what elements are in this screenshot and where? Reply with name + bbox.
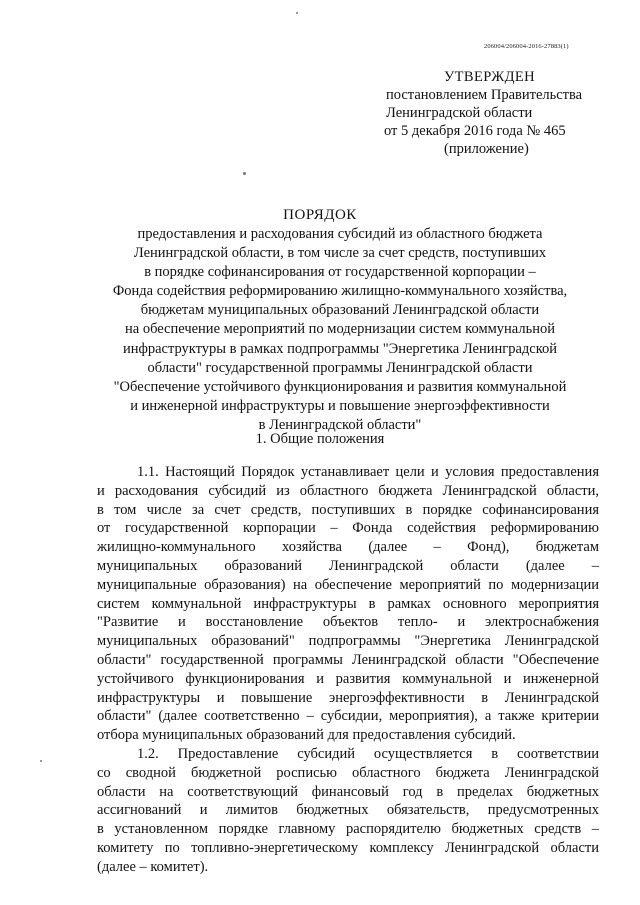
- document-id: 206004/206004-2016-27883(1): [484, 43, 569, 50]
- approval-title: УТВЕРЖДЕН: [444, 69, 536, 85]
- paragraph-line: от государственной корпорации – Фонда содействия реформированию: [97, 520, 599, 537]
- paragraph-line: "Развитие и восстановление объектов тепло- и электроснабжения: [97, 614, 599, 631]
- paragraph-line: и расходования субсидий из областного бюджета Ленинградской области,: [97, 482, 599, 499]
- paragraph-line: области" государственной программы Ленинградской области "Обеспечение: [97, 651, 599, 668]
- body-text: [97, 463, 599, 877]
- subtitle-line: в порядке софинансирования от государственной корпорации –: [144, 264, 536, 281]
- section-heading: 1. Общие положения: [255, 431, 385, 447]
- scan-speck: [40, 760, 42, 762]
- paragraph-line: 1.1. Настоящий Порядок устанавливает цели и условия предоставления: [137, 464, 599, 480]
- subtitle-line: инфраструктуры в рамках подпрограммы "Энергетика Ленинградской: [122, 340, 558, 357]
- subtitle-line: в Ленинградской области": [258, 416, 422, 433]
- scan-speck: [243, 172, 246, 175]
- subtitle-line: Фонда содействия реформированию жилищно-коммунального хозяйства,: [112, 283, 568, 300]
- paragraph-line: устойчивого функционирования и развития коммунальной и инженерной: [97, 670, 599, 687]
- paragraph-line: в том числе за счет средств, поступивших в порядке софинансирования: [97, 501, 599, 518]
- approval-block: [374, 68, 614, 158]
- paragraph-line: муниципальных образований Ленинградской области (далее –: [97, 557, 599, 574]
- paragraph-line: отбора муниципальных образований для предоставления субсидий.: [97, 727, 516, 744]
- paragraph-line: 1.2. Предоставление субсидий осуществляется в соответствии: [137, 745, 599, 762]
- subtitle-line: "Обеспечение устойчивого функционирования и развития коммунальной: [113, 378, 567, 395]
- approval-line: от 5 декабря 2016 года № 465: [384, 123, 566, 139]
- approval-line: Ленинградской области: [386, 105, 533, 121]
- document-title: ПОРЯДОК: [283, 207, 357, 223]
- subtitle-line: предоставления и расходования субсидий из областного бюджета: [137, 226, 543, 242]
- paragraph-line: систем коммунальной инфраструктуры в рамках основного мероприятия: [97, 595, 599, 612]
- paragraph-line: в установленном порядке главному распорядителю бюджетных средств –: [97, 821, 599, 838]
- paragraph-line: со сводной бюджетной росписью областного бюджета Ленинградской: [97, 764, 599, 781]
- document-subtitle: [90, 225, 590, 435]
- approval-line: постановлением Правительства: [386, 87, 583, 103]
- subtitle-line: области" государственной программы Ленинградской области: [147, 359, 533, 376]
- paragraph-line: муниципальных образований" подпрограммы "Энергетика Ленинградской: [97, 633, 599, 650]
- paragraph-line: комитету по топливно-энергетическому комплексу Ленинградской области: [97, 839, 599, 856]
- subtitle-line: бюджетам муниципальных образований Ленинградской области: [140, 302, 540, 319]
- paragraph-line: инфраструктуры и повышение энергоэффективности в Ленинградской: [97, 689, 599, 706]
- paragraph-line: муниципальные образования) на обеспечение мероприятий по модернизации: [97, 576, 599, 593]
- paragraph-line: области на соответствующий финансовый год в пределах бюджетных: [97, 783, 599, 800]
- paragraph-line: (далее – комитет).: [97, 858, 209, 875]
- paragraph-line: ассигнований и лимитов бюджетных обязательств, предусмотренных: [97, 802, 599, 819]
- approval-line: (приложение): [444, 141, 529, 157]
- subtitle-line: Ленинградской области, в том числе за счет средств, поступивших: [133, 245, 547, 262]
- paragraph-line: жилищно-коммунального хозяйства (далее – Фонд), бюджетам: [97, 539, 599, 556]
- subtitle-line: и инженерной инфраструктуры и повышение энергоэффективности: [130, 397, 550, 414]
- scan-speck: [296, 12, 298, 14]
- subtitle-line: на обеспечение мероприятий по модернизации систем коммунальной: [125, 321, 555, 338]
- paragraph-line: области" (далее соответственно – субсидии, мероприятия), а также критерии: [97, 708, 599, 725]
